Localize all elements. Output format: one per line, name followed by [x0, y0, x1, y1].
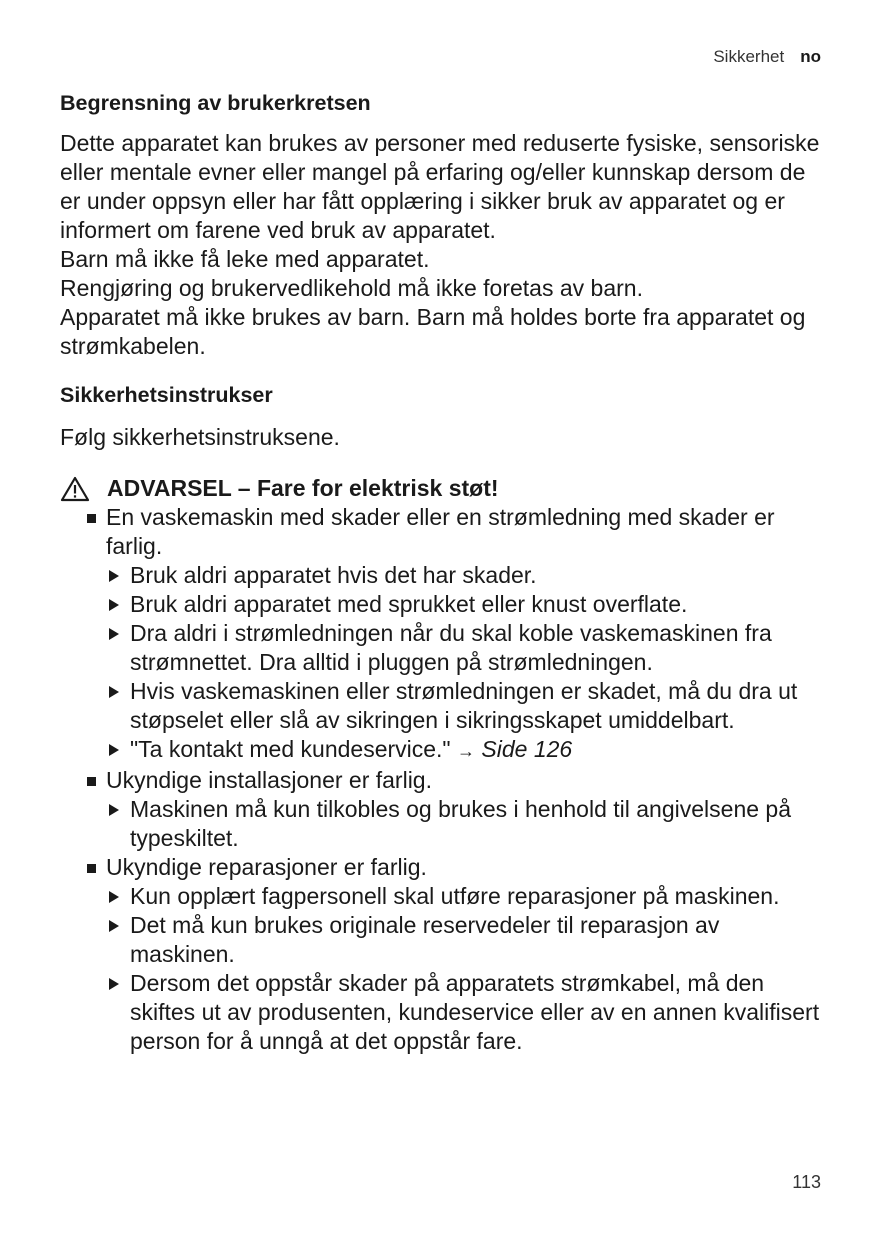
page-reference-link[interactable]: Side 126: [481, 736, 573, 762]
page-header: [713, 47, 821, 67]
language-code: no: [800, 47, 821, 66]
sub-list: [106, 882, 830, 1056]
paragraph-follow-instructions: Følg sikkerhetsinstruksene.: [60, 424, 340, 450]
paragraph-user-restriction: Dette apparatet kan brukes av personer med reduserte fysiske, sensoriske eller mentale evner eller mangel på erfaring og/eller kunnskap dersom de er under oppsyn eller har fått opplæring i sikker bruk av apparatet og er informert om farene ved bruk av apparatet.: [60, 130, 820, 243]
triangle-bullet-icon: [109, 978, 119, 990]
triangle-bullet-icon: [109, 628, 119, 640]
triangle-bullet-icon: [109, 686, 119, 698]
triangle-bullet-icon: [109, 920, 119, 932]
square-bullet-icon: [87, 514, 96, 523]
section-label: Sikkerhet: [713, 47, 785, 66]
sub-list-item: Det må kun brukes originale reservedeler til reparasjon av maskinen.: [106, 911, 830, 969]
sub-list-item: Bruk aldri apparatet hvis det har skader.: [106, 561, 830, 590]
heading-user-restriction: Begrensning av brukerkretsen: [60, 91, 371, 115]
triangle-bullet-icon: [109, 804, 119, 816]
square-bullet-icon: [87, 777, 96, 786]
sub-list-item-contact: "Ta kontakt med kundeservice." → Side 126: [106, 735, 830, 766]
list-item: [60, 503, 830, 766]
arrow-right-icon: →: [457, 741, 475, 761]
warning-triangle-icon: [60, 476, 90, 502]
list-item: [60, 853, 830, 1056]
triangle-bullet-icon: [109, 570, 119, 582]
paragraph-cleaning: Rengjøring og brukervedlikehold må ikke foretas av barn.: [60, 275, 643, 301]
list-item: [60, 766, 830, 853]
list-item-text: En vaskemaskin med skader eller en strømledning med skader er farlig.: [106, 504, 775, 559]
paragraph-children-play: Barn må ikke få leke med apparatet.: [60, 246, 430, 272]
sub-list: [106, 795, 830, 853]
page-number: 113: [792, 1172, 821, 1192]
sub-list-item: Dersom det oppstår skader på apparatets strømkabel, må den skiftes ut av produsenten, kundeservice eller av en annen kvalifisert person for å unngå at det oppstår fare.: [106, 969, 830, 1056]
triangle-bullet-icon: [109, 744, 119, 756]
paragraph-children-keep-away: Apparatet må ikke brukes av barn. Barn må holdes borte fra apparatet og strømkabelen.: [60, 304, 806, 359]
list-item-text: Ukyndige reparasjoner er farlig.: [106, 854, 427, 880]
triangle-bullet-icon: [109, 599, 119, 611]
warning-heading: [60, 474, 830, 503]
square-bullet-icon: [87, 864, 96, 873]
list-item-text: Ukyndige installasjoner er farlig.: [106, 767, 432, 793]
sub-list-item: Maskinen må kun tilkobles og brukes i henhold til angivelsene på typeskiltet.: [106, 795, 830, 853]
sub-list-item: Hvis vaskemaskinen eller strømledningen er skadet, må du dra ut støpselet eller slå av sikringen i sikringsskapet umiddelbart.: [106, 677, 830, 735]
warning-list: [60, 503, 830, 1056]
sub-list-item: Bruk aldri apparatet med sprukket eller knust overflate.: [106, 590, 830, 619]
triangle-bullet-icon: [109, 891, 119, 903]
page-content: [60, 88, 830, 1056]
heading-safety-instructions: Sikkerhetsinstrukser: [60, 383, 273, 407]
warning-title: ADVARSEL – Fare for elektrisk støt!: [107, 475, 499, 501]
sub-list: [106, 561, 830, 766]
sub-list-item: Kun opplært fagpersonell skal utføre reparasjoner på maskinen.: [106, 882, 830, 911]
sub-list-item: Dra aldri i strømledningen når du skal koble vaskemaskinen fra strømnettet. Dra alltid i pluggen på strømledningen.: [106, 619, 830, 677]
